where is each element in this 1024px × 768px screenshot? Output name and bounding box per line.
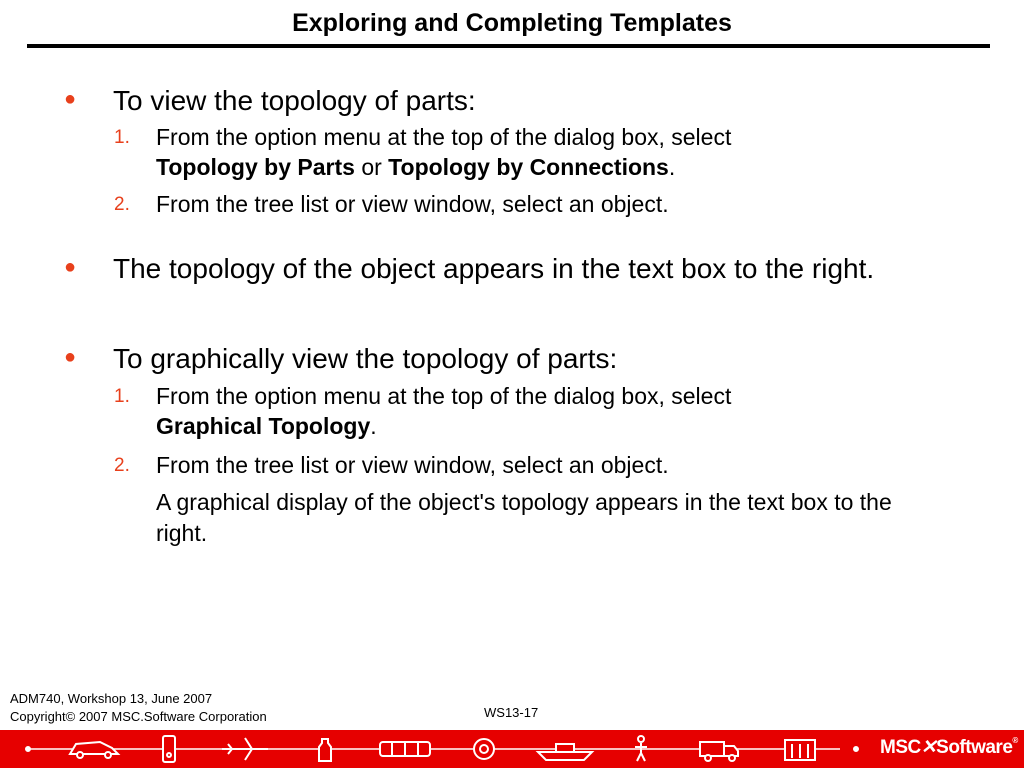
ship-icon (538, 744, 592, 760)
logo-trademark: ® (1012, 736, 1018, 745)
brand-band (0, 730, 1024, 768)
logo-x-mark: ✕ (920, 737, 937, 758)
step-text (156, 381, 946, 441)
step-text-period: . (370, 413, 377, 439)
phone-icon (163, 736, 175, 762)
option-topology-by-connections: Topology by Connections (388, 154, 669, 180)
line-start-dot (26, 747, 30, 751)
bullet-dot-icon: ● (64, 346, 77, 368)
car-icon (70, 742, 118, 758)
step-number: 1. (114, 386, 130, 407)
step-text: From the tree list or view window, select an object. (156, 191, 669, 217)
step-text-or: or (361, 154, 382, 180)
line-end-dot (854, 747, 858, 751)
bottle-icon (319, 739, 331, 761)
bullet-text: To view the topology of parts: (113, 85, 476, 116)
slide-title: Exploring and Completing Templates (292, 9, 732, 37)
logo-software: Software (936, 737, 1013, 758)
industry-icons (0, 730, 870, 768)
title-divider (27, 44, 990, 48)
step-text-pre: From the option menu at the top of the dialog box, select (156, 383, 732, 409)
step-text: From the tree list or view window, select an object. (156, 452, 669, 478)
airplane-icon (222, 738, 268, 760)
step-text (156, 122, 946, 182)
msc-software-logo (880, 736, 1018, 759)
logo-msc: MSC (880, 737, 921, 758)
step-text-pre: From the option menu at the top of the dialog box, select (156, 124, 732, 150)
page-number: WS13-17 (484, 705, 539, 720)
building-icon (785, 740, 815, 760)
bullet-text: To graphically view the topology of parts: (113, 343, 618, 374)
bullet-text: The topology of the object appears in the text box to the right. (113, 253, 875, 284)
step-number: 2. (114, 455, 130, 476)
step-text-period: . (668, 154, 676, 180)
bullet-dot-icon: ● (64, 256, 77, 278)
bullet-dot-icon: ● (64, 88, 77, 110)
gear-icon (474, 739, 494, 759)
step-number: 2. (114, 194, 130, 215)
step-number: 1. (114, 127, 130, 148)
footer-copyright: Copyright© 2007 MSC.Software Corporation (10, 709, 267, 724)
option-topology-by-parts: Topology by Parts (156, 154, 355, 180)
train-icon (380, 742, 430, 756)
truck-icon (700, 742, 738, 761)
footer-info (10, 690, 267, 726)
footer-course: ADM740, Workshop 13, June 2007 (10, 691, 213, 706)
graphical-note: A graphical display of the object's topology appears in the text box to the right. (156, 489, 892, 546)
option-graphical-topology: Graphical Topology (156, 413, 371, 439)
